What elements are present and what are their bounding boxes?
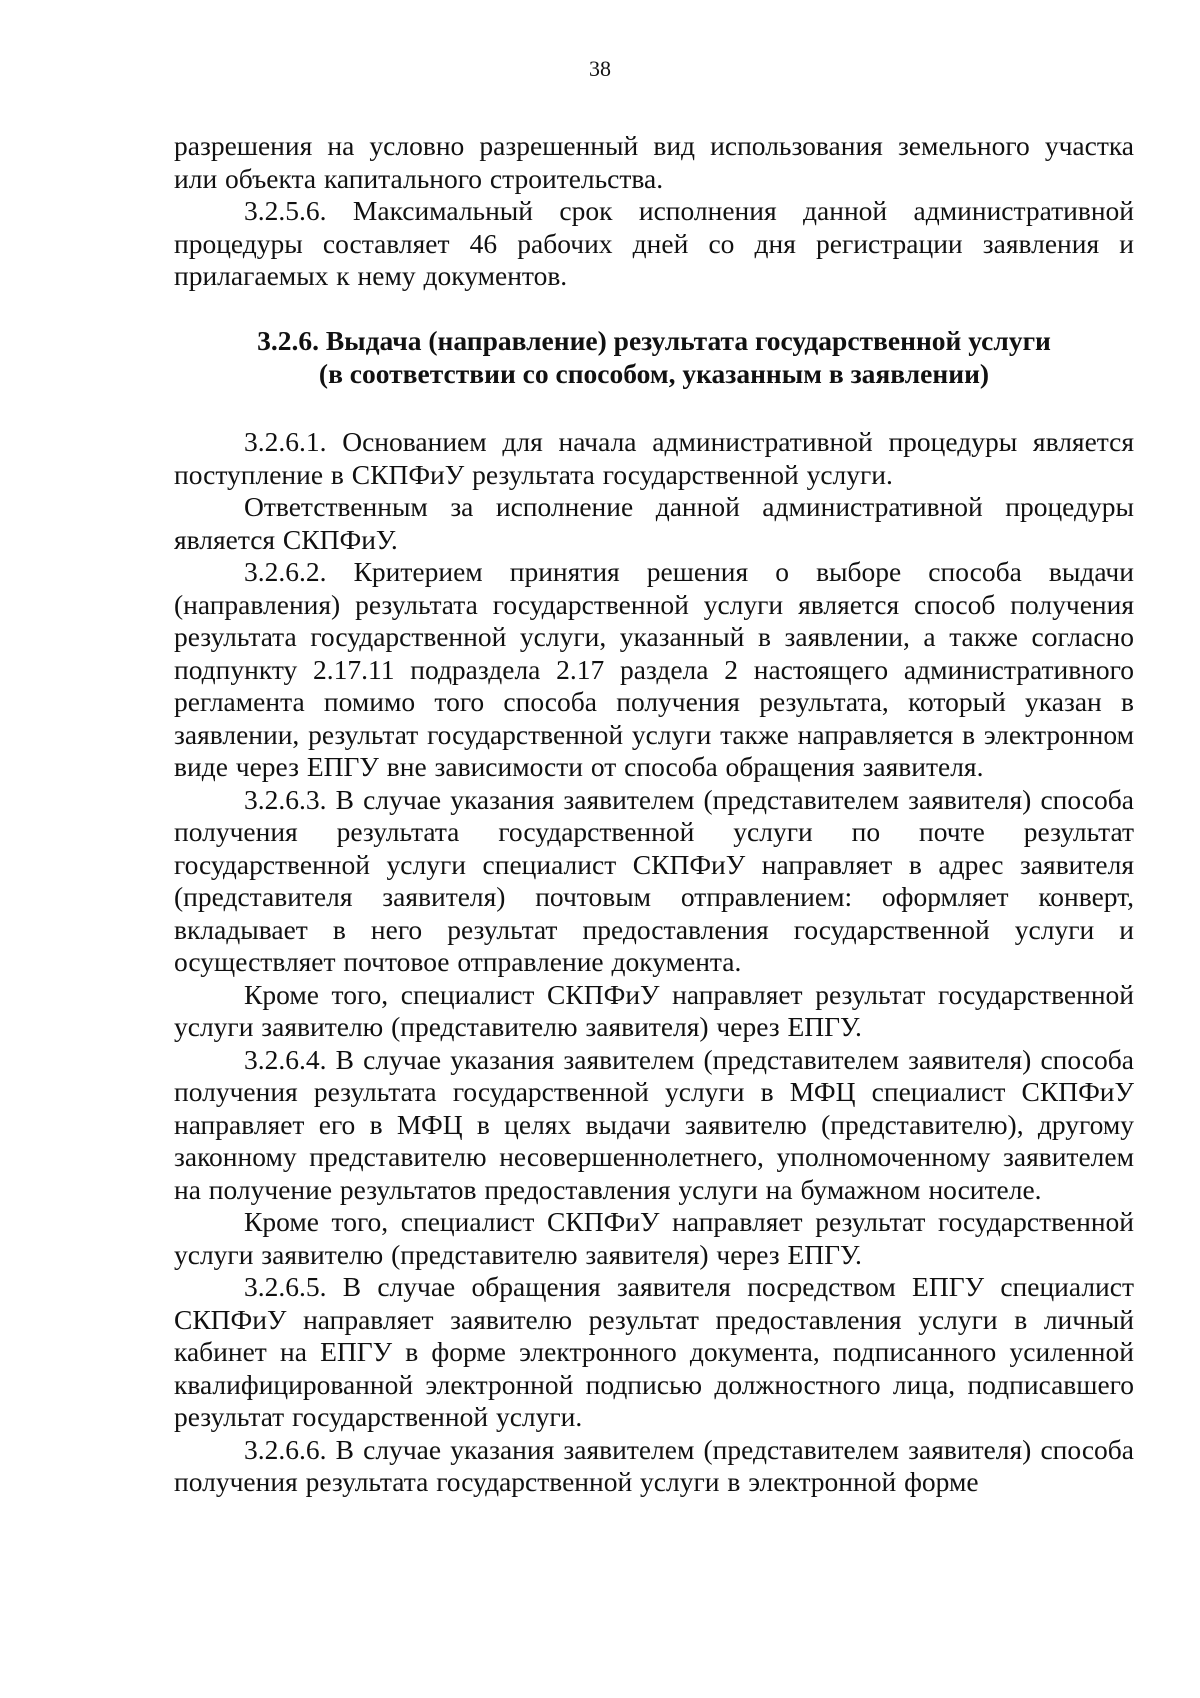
paragraph-additionally-1: Кроме того, специалист СКПФиУ направляет результат государственной услуги заявителю (представителю заявителя) через ЕПГУ. xyxy=(174,978,1134,1042)
section-body xyxy=(174,426,1134,1499)
paragraph-3-2-6-6: 3.2.6.6. В случае указания заявителем (представителем заявителя) способа получения результата государственной услуги в электронной форме xyxy=(174,1433,1134,1497)
paragraph-additionally-2: Кроме того, специалист СКПФиУ направляет результат государственной услуги заявителю (представителю заявителя) через ЕПГУ. xyxy=(174,1206,1134,1270)
paragraph-3-2-6-5: 3.2.6.5. В случае обращения заявителя посредством ЕПГУ специалист СКПФиУ направляет заявителю результат предоставления услуги в личный кабинет на ЕПГУ в форме электронного документа, подписанного усиленной квалифицированной электронной подписью должностного лица, подписавшего результат государственной услуги. xyxy=(174,1271,1134,1432)
page-number: 38 xyxy=(589,56,611,81)
section-heading-line-1: 3.2.6. Выдача (направление) результата государственной услуги xyxy=(257,325,1051,356)
paragraph-3-2-6-2: 3.2.6.2. Критерием принятия решения о выборе способа выдачи (направления) результата государственной услуги является способ получения результата государственной услуги, указанный в заявлении, а также согласно подпункту 2.17.11 подраздела 2.17 раздела 2 настоящего административного регламента помимо того способа получения результата, который указан в заявлении, результат государственной услуги также направляется в электронном виде через ЕПГУ вне зависимости от способа обращения заявителя. xyxy=(174,556,1134,782)
section-heading-line-2: (в соответствии со способом, указанным в заявлении) xyxy=(318,358,990,389)
paragraph-3-2-6-4: 3.2.6.4. В случае указания заявителем (представителем заявителя) способа получения результата государственной услуги в МФЦ специалист СКПФиУ направляет его в МФЦ в целях выдачи заявителю (представителю), другому законному представителю несовершеннолетнего, уполномоченному заявителем на получение результатов предоставления услуги на бумажном носителе. xyxy=(174,1043,1134,1205)
paragraph-continuation: разрешения на условно разрешенный вид использования земельного участка или объекта капитального строительства. xyxy=(174,130,1134,194)
paragraph-3-2-6-1: 3.2.6.1. Основанием для начала административной процедуры является поступление в СКПФиУ результата государственной услуги. xyxy=(174,426,1134,490)
paragraph-3-2-5-6: 3.2.5.6. Максимальный срок исполнения данной административной процедуры составляет 46 рабочих дней со дня регистрации заявления и прилагаемых к нему документов. xyxy=(174,195,1134,291)
paragraph-responsible: Ответственным за исполнение данной административной процедуры является СКПФиУ. xyxy=(174,491,1134,555)
intro-text-block xyxy=(174,130,1134,293)
paragraph-3-2-6-3: 3.2.6.3. В случае указания заявителем (представителем заявителя) способа получения результата государственной услуги по почте результат государственной услуги специалист СКПФиУ направляет в адрес заявителя (представителя заявителя) почтовым отправлением: оформляет конверт, вкладывает в него результат предоставления государственной услуги и осуществляет почтовое отправление документа. xyxy=(174,783,1134,977)
section-heading xyxy=(174,324,1134,390)
